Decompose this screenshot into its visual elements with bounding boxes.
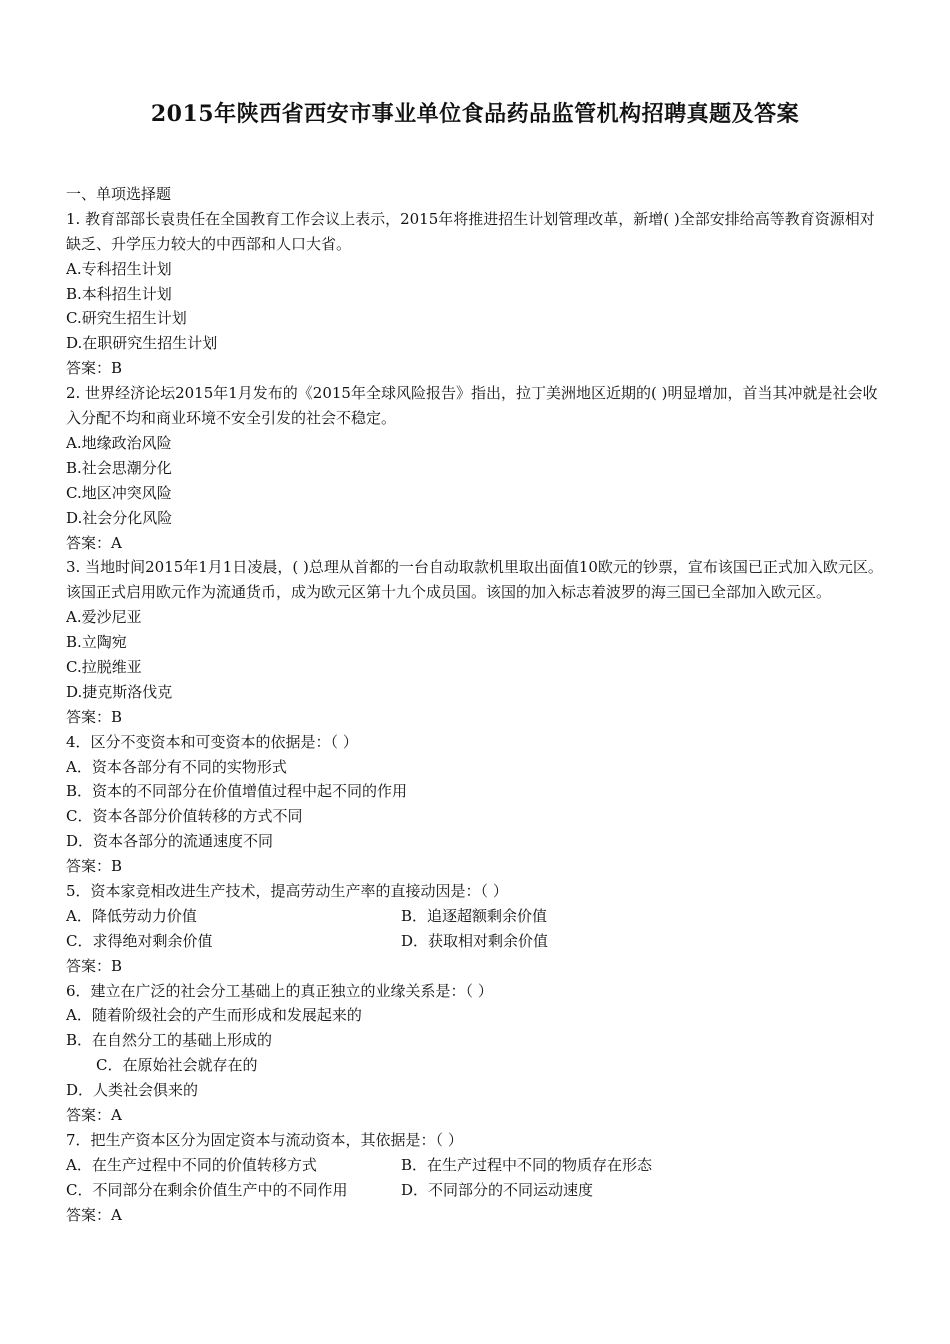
option-b: B.社会思潮分化 [66,458,172,477]
answer: 答案：B [66,857,123,876]
option-d: D.社会分化风险 [66,508,173,527]
option-row [66,929,886,954]
answer: 答案：A [66,1106,122,1125]
answer: 答案：A [66,533,122,552]
option-a: A.专科招生计划 [66,259,172,278]
question-2 [66,381,886,555]
question-stem: 2. 世界经济论坛2015年1月发布的《2015年全球风险报告》指出，拉丁美洲地区近期的( )明显增加，首当其冲就是社会收入分配不均和商业环境不安全引发的社会不稳定。 [66,384,878,428]
option-c: C.拉脱维亚 [66,658,142,677]
option-c: C．求得绝对剩余价值 [66,931,213,950]
question-stem: 3. 当地时间2015年1月1日凌晨，( )总理从首都的一台自动取款机里取出面值10欧元的钞票，宣布该国已正式加入欧元区。该国正式启用欧元作为流通货币，成为欧元区第十九个成员国。该国的加入标志着波罗的海三国已全部加入欧元区。 [66,558,883,602]
question-stem: 5．资本家竞相改进生产技术，提高劳动生产率的直接动因是：（ ） [66,882,508,901]
question-5 [66,879,886,979]
option-d: D．人类社会俱来的 [66,1081,199,1100]
option-b: B．在自然分工的基础上形成的 [66,1031,273,1050]
option-c: C．不同部分在剩余价值生产中的不同作用 [66,1180,348,1199]
question-3 [66,555,886,729]
option-b: B．资本的不同部分在价值增值过程中起不同的作用 [66,782,408,801]
answer: 答案：A [66,1205,122,1224]
option-row [66,1153,886,1178]
question-4 [66,730,886,879]
answer: 答案：B [66,956,123,975]
option-row [66,904,886,929]
option-b: B.立陶宛 [66,633,127,652]
option-c: C.研究生招生计划 [66,309,187,328]
option-d: D．获取相对剩余价值 [401,931,549,950]
answer: 答案：B [66,707,123,726]
option-a: A.爱沙尼亚 [66,608,142,627]
option-d: D．不同部分的不同运动速度 [401,1180,594,1199]
answer: 答案：B [66,359,123,378]
question-stem: 7．把生产资本区分为固定资本与流动资本，其依据是：（ ） [66,1130,463,1149]
option-c: C．资本各部分价值转移的方式不同 [66,807,303,826]
section-heading: 一、单项选择题 [66,185,172,203]
option-b: B．在生产过程中不同的物质存在形态 [401,1155,653,1174]
question-6 [66,979,886,1128]
option-b: B．追逐超额剩余价值 [401,906,548,925]
option-d: D.捷克斯洛伐克 [66,682,173,701]
document-title: 2015年陕西省西安市事业单位食品药品监管机构招聘真题及答案 [150,101,800,127]
option-a: A．降低劳动力价值 [66,906,197,925]
question-stem: 4．区分不变资本和可变资本的依据是：（ ） [66,732,358,751]
option-row [66,1178,886,1203]
option-d: D．资本各部分的流通速度不同 [66,832,274,851]
option-a: A．随着阶级社会的产生而形成和发展起来的 [66,1006,362,1025]
option-c: C．在原始社会就存在的 [96,1056,258,1075]
question-7 [66,1128,886,1228]
question-stem: 1. 教育部部长袁贵任在全国教育工作会议上表示，2015年将推进招生计划管理改革，新增( )全部安排给高等教育资源相对缺乏、升学压力较大的中西部和人口大省。 [66,209,875,253]
option-a: A．资本各部分有不同的实物形式 [66,757,287,776]
question-stem: 6．建立在广泛的社会分工基础上的真正独立的业缘关系是：（ ） [66,981,493,1000]
option-a: A．在生产过程中不同的价值转移方式 [66,1155,317,1174]
option-a: A.地缘政治风险 [66,433,172,452]
option-b: B.本科招生计划 [66,284,172,303]
option-d: D.在职研究生招生计划 [66,334,218,353]
question-1 [66,207,886,381]
option-c: C.地区冲突风险 [66,483,172,502]
document-body [66,182,886,1228]
